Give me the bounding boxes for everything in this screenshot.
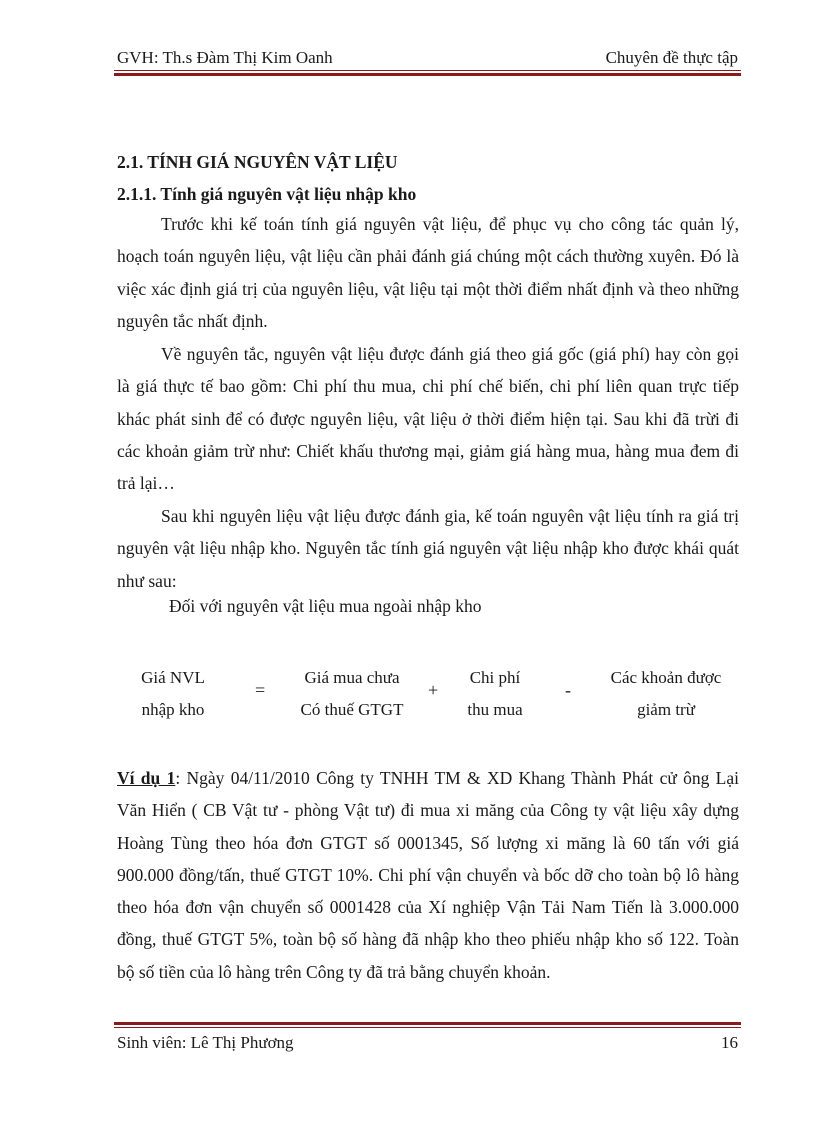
price-formula	[117, 662, 739, 742]
header-rule	[114, 70, 741, 76]
footer-rule	[114, 1022, 741, 1028]
equals-sign: =	[255, 680, 266, 700]
example-label: Ví dụ 1	[117, 768, 176, 788]
formula-term-purchase-price: Giá mua chưa Có thuế GTGT	[300, 668, 404, 719]
paragraph-1: Trước khi kế toán tính giá nguyên vật liệu, để phục vụ cho công tác quản lý, hoạch toán nguyên liệu, vật liệu cần phải đánh giá chúng một cách thường xuyên. Đó là việc xác định giá trị của nguyên liệu, vật liệu tại một thời điểm nhất định và theo những nguyên tắc nhất định.	[117, 214, 739, 331]
section-heading: 2.1. TÍNH GIÁ NGUYÊN VẬT LIỆU	[117, 152, 398, 172]
formula-term-purchase-cost: Chi phí thu mua	[467, 668, 523, 719]
paragraph-2: Về nguyên tắc, nguyên vật liệu được đánh giá theo giá gốc (giá phí) hay còn gọi là giá thực tế bao gồm: Chi phí thu mua, chi phí chế biến, chi phí liên quan trực tiếp khác phát sinh để có được nguyên liệu, vật liệu ở thời điểm hiện tại. Sau khi đã trừi đi các khoản giảm trừ như: Chiết khấu thương mại, giảm giá hàng mua, hàng mua đem đi trả lại…	[117, 344, 739, 494]
example-paragraph	[117, 762, 739, 988]
formula-caption: Đối với nguyên vật liệu mua ngoài nhập kho	[169, 596, 482, 616]
formula-term-deductions: Các khoản được giảm trừ	[610, 668, 722, 719]
paragraph-3: Sau khi nguyên liệu vật liệu được đánh gia, kế toán nguyên vật liệu tính ra giá trị nguyên vật liệu nhập kho. Nguyên tắc tính giá nguyên vật liệu nhập kho được khái quát như sau:	[117, 506, 739, 591]
footer-student: Sinh viên: Lê Thị Phương	[117, 1033, 294, 1052]
header-author: GVH: Th.s Đàm Thị Kim Oanh	[117, 48, 333, 67]
page-number: 16	[721, 1033, 738, 1052]
subsection-heading: 2.1.1. Tính giá nguyên vật liệu nhập kho	[117, 184, 417, 204]
minus-sign: -	[565, 680, 571, 700]
formula-lhs: Giá NVL nhập kho	[141, 668, 205, 719]
header-title: Chuyên đề thực tập	[605, 48, 738, 67]
example-text: : Ngày 04/11/2010 Công ty TNHH TM & XD Khang Thành Phát cử ông Lại Văn Hiển ( CB Vật tư - phòng Vật tư) đi mua xi măng của Công ty vật liệu xây dựng Hoàng Tùng theo hóa đơn GTGT số 0001345, Số lượng xi măng là 60 tấn với giá 900.000 đồng/tấn, thuế GTGT 10%. Chi phí vận chuyển và bốc dỡ cho toàn bộ lô hàng theo hóa đơn vận chuyển số 0001428 của Xí nghiệp Vận Tải Nam Tiến là 3.000.000 đồng, thuế GTGT 5%, toàn bộ số hàng đã nhập kho theo phiếu nhập kho số 122. Toàn bộ số tiền của lô hàng trên Công ty đã trả bằng chuyển khoản.	[117, 768, 740, 982]
plus-sign: +	[428, 680, 439, 700]
